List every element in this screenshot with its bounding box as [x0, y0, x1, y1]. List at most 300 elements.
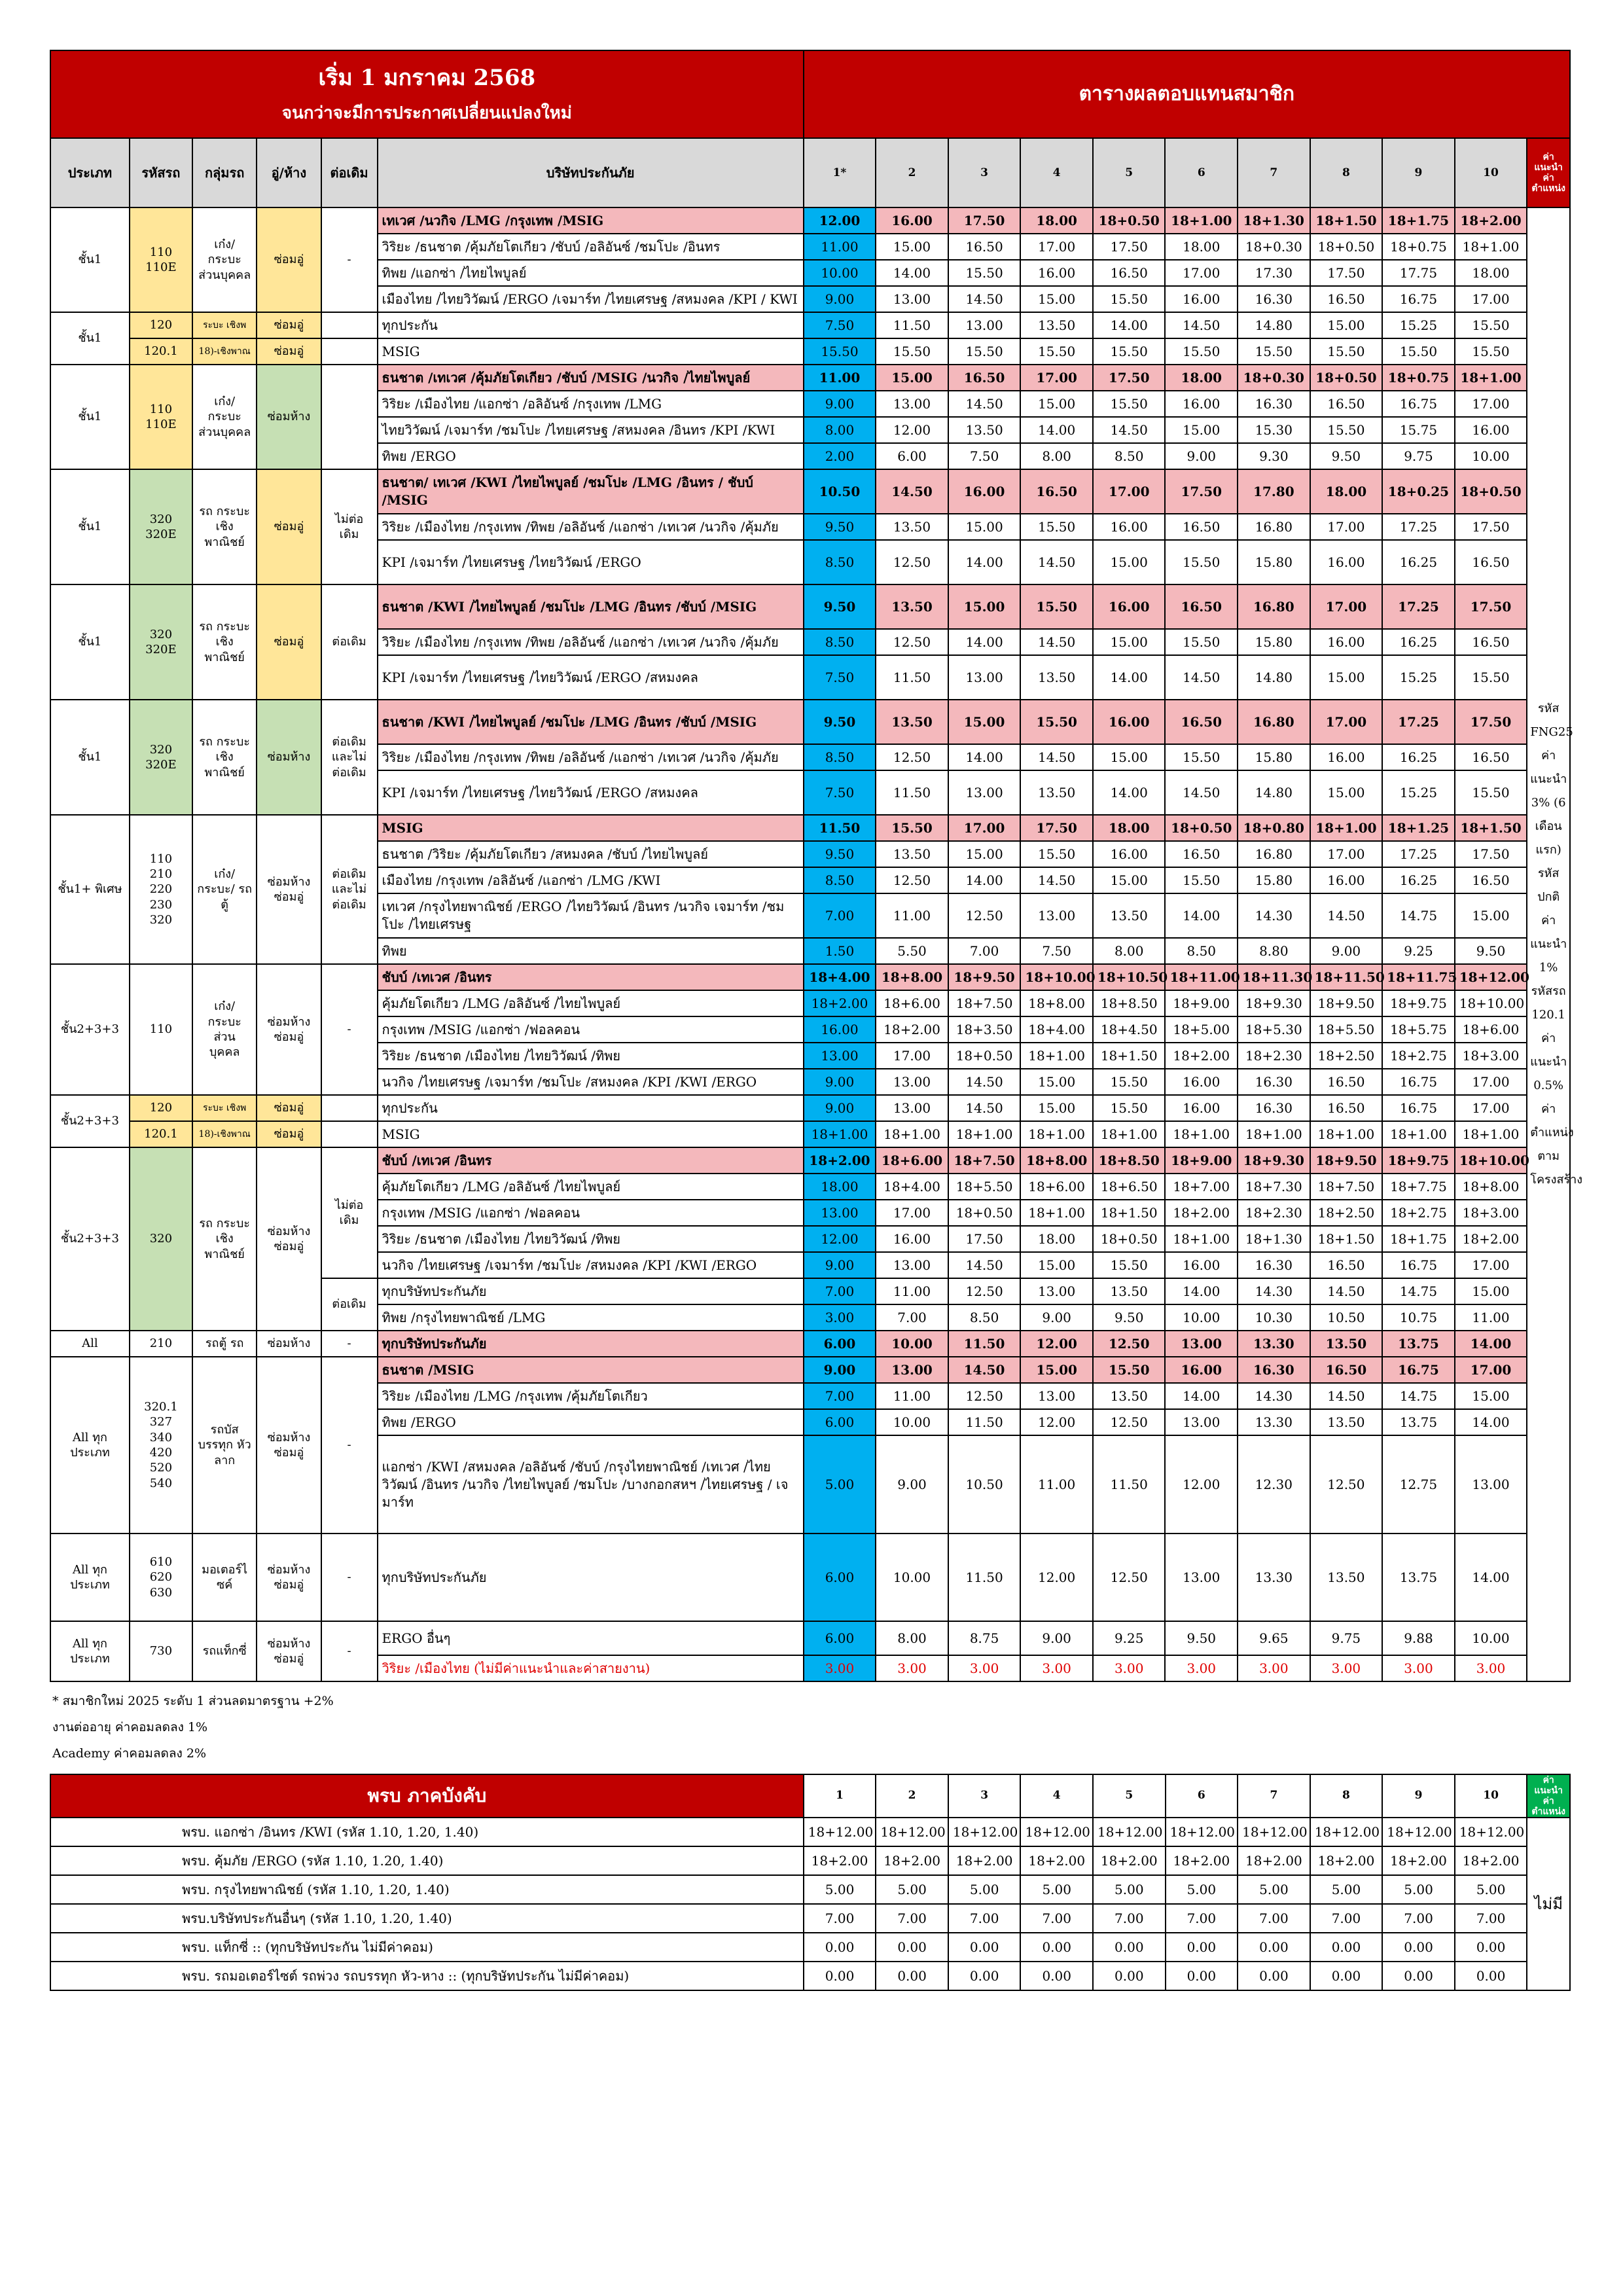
rate-level-5: 18+10.50	[1093, 964, 1166, 990]
rate-level-2: 18+2.00	[876, 1016, 948, 1043]
prb-rate: 0.00	[876, 1933, 948, 1962]
rate-level-3: 16.50	[948, 234, 1021, 260]
rate-level-4: 18+1.00	[1020, 1200, 1093, 1226]
rate-level-9: 16.75	[1382, 391, 1455, 417]
insurer-name: ทิพย	[378, 938, 804, 964]
rate-level-8: 9.50	[1310, 443, 1383, 469]
rate-level-5: 12.50	[1093, 1534, 1166, 1621]
rate-level-4: 3.00	[1020, 1655, 1093, 1681]
vehicle-code: 610 620 630	[130, 1534, 192, 1621]
rate-level-2: 14.50	[876, 469, 948, 514]
col-head-level: 8	[1310, 138, 1383, 207]
rate-level-4: 15.00	[1020, 1252, 1093, 1278]
rate-level-3: 10.50	[948, 1435, 1021, 1534]
rate-level-10: 17.00	[1455, 391, 1527, 417]
prb-rate: 7.00	[1455, 1904, 1527, 1933]
prb-row	[50, 1818, 1570, 1846]
rate-level-5: 13.50	[1093, 893, 1166, 938]
insurer-name: คุ้มภัยโตเกียว /LMG /อลิอันซ์ /ไทยไพบูลย์	[378, 1174, 804, 1200]
rate-level-2: 5.50	[876, 938, 948, 964]
table-row	[50, 700, 1570, 744]
prb-rate: 5.00	[1382, 1875, 1455, 1904]
rate-level-10: 18+2.00	[1455, 1226, 1527, 1252]
rate-level-6: 15.50	[1165, 540, 1238, 584]
vehicle-type: ชั้น2+3+3	[50, 1147, 130, 1331]
rate-level-10: 18+12.00	[1455, 964, 1527, 990]
rate-level-5: 14.50	[1093, 417, 1166, 443]
prb-row	[50, 1904, 1570, 1933]
rate-level-8: 16.00	[1310, 867, 1383, 893]
rate-level-2: 10.00	[876, 1331, 948, 1357]
rate-level-1: 8.50	[804, 540, 876, 584]
rate-level-6: 17.00	[1165, 260, 1238, 286]
vehicle-code: 320 320E	[130, 469, 192, 584]
renew-type: ต่อเดิม และไม่ ต่อเดิม	[321, 815, 378, 964]
rate-level-2: 18+6.00	[876, 1147, 948, 1174]
rate-level-7: 17.80	[1238, 469, 1310, 514]
rate-level-5: 9.50	[1093, 1304, 1166, 1331]
vehicle-group: ระบะ เชิงพ	[192, 312, 257, 338]
insurer-name: ไทยวิวัฒน์ /เจมาร์ท /ชมโปะ /ไทยเศรษฐ /สหมงคล /อินทร /KPI /KWI	[378, 417, 804, 443]
rate-level-5: 16.00	[1093, 514, 1166, 540]
rate-level-2: 18+6.00	[876, 990, 948, 1016]
rate-level-10: 16.50	[1455, 540, 1527, 584]
vehicle-code: 210	[130, 1331, 192, 1357]
prb-rate: 7.00	[1020, 1904, 1093, 1933]
rate-level-5: 11.50	[1093, 1435, 1166, 1534]
rate-level-9: 9.88	[1382, 1621, 1455, 1655]
insurer-name: KPI /เจมาร์ท /ไทยเศรษฐ /ไทยวิวัฒน์ /ERGO	[378, 540, 804, 584]
rate-level-5: 15.00	[1093, 744, 1166, 770]
rate-level-3: 12.50	[948, 893, 1021, 938]
vehicle-code: 110 110E	[130, 365, 192, 469]
rate-level-3: 15.00	[948, 841, 1021, 867]
vehicle-type: ชั้น1	[50, 469, 130, 584]
rate-level-6: 16.50	[1165, 584, 1238, 629]
rate-level-9: 18+7.75	[1382, 1174, 1455, 1200]
rate-level-1: 6.00	[804, 1409, 876, 1435]
vehicle-group: รถตู้ รถ	[192, 1331, 257, 1357]
rate-level-6: 14.50	[1165, 312, 1238, 338]
prb-rate: 18+2.00	[1238, 1846, 1310, 1875]
prb-rate: 0.00	[1238, 1933, 1310, 1962]
prb-level: 10	[1455, 1774, 1527, 1818]
vehicle-type: All ทุกประเภท	[50, 1534, 130, 1621]
rate-level-5: 15.50	[1093, 391, 1166, 417]
prb-level: 8	[1310, 1774, 1383, 1818]
rate-level-9: 18+0.75	[1382, 234, 1455, 260]
rate-level-7: 8.80	[1238, 938, 1310, 964]
rate-level-8: 18+7.50	[1310, 1174, 1383, 1200]
rate-level-7: 3.00	[1238, 1655, 1310, 1681]
rate-level-4: 13.00	[1020, 1383, 1093, 1409]
rate-level-6: 18+1.00	[1165, 1226, 1238, 1252]
prb-rate: 7.00	[948, 1904, 1021, 1933]
rate-level-6: 16.00	[1165, 1095, 1238, 1121]
rate-level-8: 16.50	[1310, 1357, 1383, 1383]
rate-level-4: 17.00	[1020, 234, 1093, 260]
rate-level-8: 3.00	[1310, 1655, 1383, 1681]
rate-level-9: 16.25	[1382, 629, 1455, 655]
rate-level-2: 11.00	[876, 893, 948, 938]
rate-level-1: 7.00	[804, 1278, 876, 1304]
vehicle-code: 110 210 220 230 320	[130, 815, 192, 964]
prb-rate: 5.00	[1020, 1875, 1093, 1904]
rate-sheet	[50, 50, 1583, 1991]
rate-level-10: 15.50	[1455, 770, 1527, 815]
prb-level: 6	[1166, 1774, 1238, 1818]
rate-level-3: 14.50	[948, 1357, 1021, 1383]
rate-level-3: 11.50	[948, 1534, 1021, 1621]
rate-level-5: 18+6.50	[1093, 1174, 1166, 1200]
rate-level-7: 18+11.30	[1238, 964, 1310, 990]
rate-level-1: 6.00	[804, 1534, 876, 1621]
rate-level-2: 11.00	[876, 1383, 948, 1409]
vehicle-code: 120.1	[130, 338, 192, 365]
rate-level-1: 6.00	[804, 1331, 876, 1357]
rate-level-1: 10.00	[804, 260, 876, 286]
rate-level-5: 14.00	[1093, 655, 1166, 700]
rate-level-7: 18+0.30	[1238, 234, 1310, 260]
prb-level: 9	[1382, 1774, 1455, 1818]
rate-level-10: 15.50	[1455, 655, 1527, 700]
rate-level-1: 18+1.00	[804, 1121, 876, 1147]
table-row	[50, 1357, 1570, 1383]
rate-level-4: 15.50	[1020, 514, 1093, 540]
insurer-name: ทุกประกัน	[378, 312, 804, 338]
rate-level-4: 7.50	[1020, 938, 1093, 964]
prb-rate: 18+2.00	[1166, 1846, 1238, 1875]
prb-rate: 18+12.00	[1020, 1818, 1093, 1846]
rate-level-10: 17.50	[1455, 700, 1527, 744]
table-row	[50, 1621, 1570, 1655]
vehicle-code: 120	[130, 312, 192, 338]
rate-level-8: 18+2.50	[1310, 1200, 1383, 1226]
table-row	[50, 1147, 1570, 1174]
rate-level-5: 15.50	[1093, 286, 1166, 312]
rate-level-3: 14.00	[948, 629, 1021, 655]
renew-cell	[321, 1095, 378, 1121]
rate-level-5: 8.00	[1093, 938, 1166, 964]
prb-table	[50, 1774, 1571, 1991]
rate-level-5: 15.00	[1093, 867, 1166, 893]
rate-level-9: 9.25	[1382, 938, 1455, 964]
vehicle-type: ชั้น1	[50, 700, 130, 815]
insurer-name: ธนชาต /เทเวศ /คุ้มภัยโตเกียว /ชับบ์ /MSIG /นวกิจ /ไทยไพบูลย์	[378, 365, 804, 391]
insurer-name: แอกซ่า /KWI /สหมงคล /อลิอันซ์ /ชับบ์ /กรุงไทยพาณิชย์ /เทเวศ /ไทยวิวัฒน์ /อินทร /นวกิจ /ไทยไพบูลย์ /ชมโปะ /บางกอกสหฯ /ไทยเศรษฐ / เจมาร์ท	[378, 1435, 804, 1534]
rate-level-2: 12.00	[876, 417, 948, 443]
garage-type: ซ่อมห้าง	[257, 1331, 321, 1357]
rate-level-9: 15.25	[1382, 770, 1455, 815]
rate-level-6: 15.00	[1165, 417, 1238, 443]
rate-level-6: 16.00	[1165, 391, 1238, 417]
insurer-name: KPI /เจมาร์ท /ไทยเศรษฐ /ไทยวิวัฒน์ /ERGO /สหมงคล	[378, 655, 804, 700]
prb-rate: 0.00	[948, 1933, 1021, 1962]
rate-level-9: 13.75	[1382, 1534, 1455, 1621]
rate-level-3: 12.50	[948, 1383, 1021, 1409]
prb-rate: 5.00	[1093, 1875, 1166, 1904]
garage-type: ซ่อมอู่	[257, 1095, 321, 1121]
garage-type: ซ่อมอู่	[257, 1121, 321, 1147]
insurer-name: ชับบ์ /เทเวศ /อินทร	[378, 1147, 804, 1174]
rate-level-7: 13.30	[1238, 1331, 1310, 1357]
prb-rate: 0.00	[1020, 1962, 1093, 1990]
rate-level-7: 16.30	[1238, 1069, 1310, 1095]
rate-level-2: 15.00	[876, 365, 948, 391]
note-line: Academy ค่าคอมลดลง 2%	[52, 1746, 206, 1761]
rate-level-2: 13.50	[876, 514, 948, 540]
rate-level-3: 18+9.50	[948, 964, 1021, 990]
rate-level-7: 15.30	[1238, 417, 1310, 443]
rate-level-7: 14.30	[1238, 1383, 1310, 1409]
renew-type: ไม่ต่อเดิม	[321, 469, 378, 584]
insurer-name: ธนชาต /KWI /ไทยไพบูลย์ /ชมโปะ /LMG /อินทร /ชับบ์ /MSIG	[378, 584, 804, 629]
rate-level-4: 14.50	[1020, 629, 1093, 655]
rate-level-6: 14.50	[1165, 770, 1238, 815]
rate-level-2: 15.50	[876, 815, 948, 841]
prb-rate: 7.00	[1310, 1904, 1383, 1933]
rate-level-9: 14.75	[1382, 893, 1455, 938]
rate-level-9: 18+5.75	[1382, 1016, 1455, 1043]
insurer-name: วิริยะ /ธนชาต /เมืองไทย /ไทยวิวัฒน์ /ทิพย	[378, 1226, 804, 1252]
garage-type: ซ่อมอู่	[257, 338, 321, 365]
rate-level-4: 13.00	[1020, 1278, 1093, 1304]
rate-level-8: 13.50	[1310, 1534, 1383, 1621]
rate-level-8: 16.00	[1310, 629, 1383, 655]
prb-rate: 18+12.00	[1382, 1818, 1455, 1846]
rate-level-3: 15.50	[948, 338, 1021, 365]
rate-level-7: 18+9.30	[1238, 990, 1310, 1016]
rate-level-10: 11.00	[1455, 1304, 1527, 1331]
vehicle-type: ชั้น1	[50, 584, 130, 700]
rate-level-5: 16.00	[1093, 700, 1166, 744]
rate-level-2: 13.50	[876, 841, 948, 867]
rate-level-3: 14.00	[948, 540, 1021, 584]
insurer-name: ทิพย /แอกซ่า /ไทยไพบูลย์	[378, 260, 804, 286]
prb-rate: 0.00	[876, 1962, 948, 1990]
col-head-level: 9	[1382, 138, 1455, 207]
notes	[50, 1682, 1571, 1774]
rate-level-2: 13.00	[876, 286, 948, 312]
rate-level-1: 9.50	[804, 584, 876, 629]
rate-level-10: 16.50	[1455, 867, 1527, 893]
rate-level-9: 18+9.75	[1382, 990, 1455, 1016]
table-row	[50, 1331, 1570, 1357]
renew-type: -	[321, 207, 378, 312]
rate-level-9: 16.25	[1382, 867, 1455, 893]
insurer-name: ธนชาต /MSIG	[378, 1357, 804, 1383]
rate-level-5: 18+4.50	[1093, 1016, 1166, 1043]
prb-rate: 0.00	[804, 1933, 876, 1962]
rate-level-10: 18+8.00	[1455, 1174, 1527, 1200]
rate-level-1: 18+2.00	[804, 1147, 876, 1174]
rate-level-3: 14.50	[948, 391, 1021, 417]
rate-level-5: 8.50	[1093, 443, 1166, 469]
prb-row	[50, 1962, 1570, 1990]
rate-level-7: 13.30	[1238, 1409, 1310, 1435]
rate-level-5: 17.50	[1093, 365, 1166, 391]
prb-rate: 5.00	[1238, 1875, 1310, 1904]
renew-type: -	[321, 1357, 378, 1534]
rate-level-4: 15.50	[1020, 584, 1093, 629]
rate-level-9: 18+2.75	[1382, 1200, 1455, 1226]
col-head-level: 6	[1165, 138, 1238, 207]
prb-rate: 18+2.00	[1382, 1846, 1455, 1875]
insurer-name: วิริยะ /เมืองไทย /LMG /กรุงเทพ /คุ้มภัยโตเกียว	[378, 1383, 804, 1409]
prb-label: พรบ. แท็กซี่ :: (ทุกบริษัทประกัน ไม่มีค่าคอม)	[50, 1933, 804, 1962]
rate-level-3: 14.50	[948, 286, 1021, 312]
vehicle-code: 320.1 327 340 420 520 540	[130, 1357, 192, 1534]
rate-level-5: 13.50	[1093, 1383, 1166, 1409]
rate-level-2: 13.00	[876, 1357, 948, 1383]
rate-level-3: 17.50	[948, 1226, 1021, 1252]
rate-level-1: 15.50	[804, 338, 876, 365]
rate-level-5: 16.00	[1093, 841, 1166, 867]
rate-level-3: 17.00	[948, 815, 1021, 841]
rate-level-6: 10.00	[1165, 1304, 1238, 1331]
rate-level-6: 18+1.00	[1165, 1121, 1238, 1147]
table-row	[50, 815, 1570, 841]
rate-level-8: 16.50	[1310, 1069, 1383, 1095]
rate-level-10: 17.50	[1455, 841, 1527, 867]
prb-rate: 0.00	[1093, 1933, 1166, 1962]
rate-level-6: 16.00	[1165, 1069, 1238, 1095]
vehicle-group: รถ กระบะ เชิง พาณิชย์	[192, 700, 257, 815]
vehicle-group: 18)-เชิงพาณ	[192, 338, 257, 365]
prb-rate: 5.00	[876, 1875, 948, 1904]
rate-level-9: 14.75	[1382, 1278, 1455, 1304]
rate-level-10: 17.00	[1455, 1357, 1527, 1383]
rate-level-10: 16.50	[1455, 744, 1527, 770]
rate-level-10: 17.00	[1455, 1252, 1527, 1278]
rate-level-8: 16.50	[1310, 1095, 1383, 1121]
rate-level-1: 9.50	[804, 841, 876, 867]
rate-level-2: 11.00	[876, 1278, 948, 1304]
rate-level-10: 3.00	[1455, 1655, 1527, 1681]
table-row	[50, 338, 1570, 365]
vehicle-group: มอเตอร์ไ ซค์	[192, 1534, 257, 1621]
rate-level-10: 18+3.00	[1455, 1200, 1527, 1226]
insurer-name: เทเวศ /นวกิจ /LMG /กรุงเทพ /MSIG	[378, 207, 804, 234]
rate-level-5: 15.00	[1093, 629, 1166, 655]
rate-level-4: 13.50	[1020, 770, 1093, 815]
rate-level-4: 14.50	[1020, 540, 1093, 584]
rate-level-6: 18+0.50	[1165, 815, 1238, 841]
garage-type: ซ่อมอู่	[257, 207, 321, 312]
rate-level-8: 10.50	[1310, 1304, 1383, 1331]
rate-level-10: 18+1.00	[1455, 234, 1527, 260]
rate-level-9: 18+1.00	[1382, 1121, 1455, 1147]
rate-level-8: 18+5.50	[1310, 1016, 1383, 1043]
rate-level-3: 18+0.50	[948, 1043, 1021, 1069]
rate-level-2: 16.00	[876, 1226, 948, 1252]
rate-level-6: 15.50	[1165, 744, 1238, 770]
rate-level-7: 18+1.30	[1238, 1226, 1310, 1252]
rate-level-9: 16.25	[1382, 744, 1455, 770]
rate-level-9: 18+11.75	[1382, 964, 1455, 990]
rate-level-4: 9.00	[1020, 1304, 1093, 1331]
prb-rate: 18+12.00	[1093, 1818, 1166, 1846]
vehicle-code: 320	[130, 1147, 192, 1331]
rate-level-7: 18+2.30	[1238, 1043, 1310, 1069]
renew-type: -	[321, 1621, 378, 1681]
prb-rate: 0.00	[1382, 1933, 1455, 1962]
rate-level-10: 18+10.00	[1455, 990, 1527, 1016]
prb-rate: 18+2.00	[1455, 1846, 1527, 1875]
vehicle-type: ชั้น2+3+3	[50, 964, 130, 1095]
insurer-name: กรุงเทพ /MSIG /แอกซ่า /ฟอลคอน	[378, 1200, 804, 1226]
rate-level-8: 13.50	[1310, 1331, 1383, 1357]
prb-rate: 5.00	[804, 1875, 876, 1904]
vehicle-group: รถบัส บรรทุก หัวลาก	[192, 1357, 257, 1534]
insurer-name: คุ้มภัยโตเกียว /LMG /อลิอันซ์ /ไทยไพบูลย์	[378, 990, 804, 1016]
garage-type: ซ่อมห้าง ซ่อมอู่	[257, 1534, 321, 1621]
rate-level-10: 15.00	[1455, 893, 1527, 938]
col-head-level: 5	[1093, 138, 1166, 207]
rate-level-9: 3.00	[1382, 1655, 1455, 1681]
prb-recommend: ค่าแนะนำ ค่าตำแหน่ง	[1527, 1774, 1570, 1818]
vehicle-code: 120.1	[130, 1121, 192, 1147]
rate-level-3: 14.00	[948, 867, 1021, 893]
rate-level-7: 14.80	[1238, 770, 1310, 815]
insurer-name: เมืองไทย /ไทยวิวัฒน์ /ERGO /เจมาร์ท /ไทยเศรษฐ /สหมงคล /KPI / KWI	[378, 286, 804, 312]
insurer-name: MSIG	[378, 338, 804, 365]
renew-type: -	[321, 1331, 378, 1357]
col-head-level: 3	[948, 138, 1021, 207]
rate-level-1: 7.00	[804, 893, 876, 938]
rate-level-1: 9.50	[804, 700, 876, 744]
rate-level-4: 15.00	[1020, 286, 1093, 312]
prb-label: พรบ. แอกซ่า /อินทร /KWI (รหัส 1.10, 1.20, 1.40)	[50, 1818, 804, 1846]
rate-level-5: 16.00	[1093, 584, 1166, 629]
prb-rate: 18+2.00	[804, 1846, 876, 1875]
rate-level-3: 17.50	[948, 207, 1021, 234]
rate-level-7: 16.80	[1238, 514, 1310, 540]
rate-level-9: 18+0.75	[1382, 365, 1455, 391]
rate-level-8: 16.00	[1310, 744, 1383, 770]
rate-level-6: 16.50	[1165, 700, 1238, 744]
rate-level-6: 8.50	[1165, 938, 1238, 964]
rate-level-7: 16.80	[1238, 841, 1310, 867]
rate-level-8: 16.50	[1310, 1252, 1383, 1278]
rate-level-2: 18+4.00	[876, 1174, 948, 1200]
rate-level-9: 18+2.75	[1382, 1043, 1455, 1069]
rate-level-9: 18+9.75	[1382, 1147, 1455, 1174]
rate-level-1: 9.00	[804, 1095, 876, 1121]
rate-level-2: 11.50	[876, 312, 948, 338]
rate-level-4: 15.00	[1020, 1095, 1093, 1121]
rate-level-1: 7.50	[804, 655, 876, 700]
rate-level-8: 14.50	[1310, 893, 1383, 938]
rate-level-6: 16.50	[1165, 841, 1238, 867]
rate-level-3: 13.00	[948, 770, 1021, 815]
rate-level-1: 7.50	[804, 770, 876, 815]
rate-level-4: 14.50	[1020, 867, 1093, 893]
rate-level-10: 17.50	[1455, 514, 1527, 540]
rate-level-1: 9.00	[804, 1357, 876, 1383]
rate-level-8: 18+11.50	[1310, 964, 1383, 990]
rate-level-2: 12.50	[876, 629, 948, 655]
rate-level-4: 16.50	[1020, 469, 1093, 514]
garage-type: ซ่อมห้าง	[257, 700, 321, 815]
rate-level-4: 18.00	[1020, 1226, 1093, 1252]
prb-rate: 0.00	[1455, 1962, 1527, 1990]
rate-level-7: 18+7.30	[1238, 1174, 1310, 1200]
rate-level-7: 18+1.30	[1238, 207, 1310, 234]
rate-level-8: 16.50	[1310, 391, 1383, 417]
commission-table	[50, 50, 1583, 1682]
rate-level-2: 9.00	[876, 1435, 948, 1534]
